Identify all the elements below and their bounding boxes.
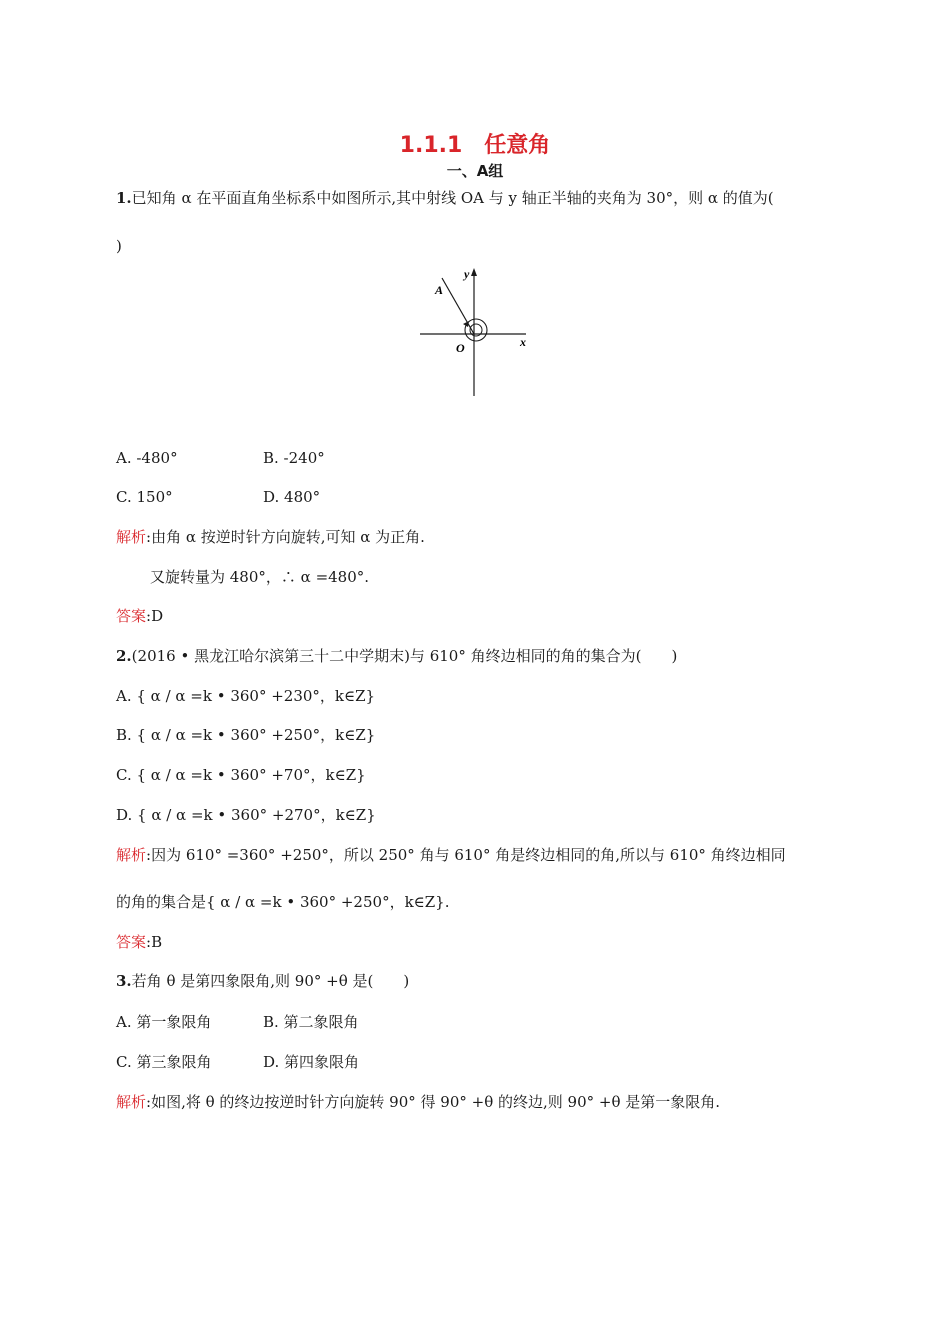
option-a: A. -480° xyxy=(116,449,178,467)
question-1-options-row-2 xyxy=(116,487,321,507)
option-c: C. 第三象限角 xyxy=(116,1053,212,1071)
question-text: 若角 θ 是第四象限角,则 90° +θ 是( ) xyxy=(131,972,410,990)
analysis-label: 解析 xyxy=(116,528,147,546)
question-2-analysis-2: 的角的集合是{ α / α =k • 360° +250°，k∈Z}. xyxy=(116,893,450,911)
option-b: B. 第二象限角 xyxy=(263,1013,359,1031)
question-3-options-row-1 xyxy=(116,1012,359,1032)
label-x: x xyxy=(520,335,526,349)
label-y: y xyxy=(464,267,470,281)
question-2-option-a: A. { α / α =k • 360° +230°，k∈Z} xyxy=(116,687,376,705)
question-2-option-d: D. { α / α =k • 360° +270°，k∈Z} xyxy=(116,806,376,824)
y-axis-arrow-icon xyxy=(471,268,477,276)
option-b: B. -240° xyxy=(263,449,325,467)
option-d: D. 第四象限角 xyxy=(263,1053,360,1071)
question-1-stem-end: ) xyxy=(116,237,122,255)
question-number: 3. xyxy=(116,972,132,990)
ray-oa xyxy=(442,278,474,334)
answer-label: 答案 xyxy=(116,607,147,625)
question-number: 1. xyxy=(116,189,132,207)
question-1-answer: 答案:D xyxy=(116,607,164,625)
section-heading: 一、A组 xyxy=(446,162,504,180)
question-1-stem xyxy=(116,188,774,208)
question-text: (2016 • 黑龙江哈尔滨第三十二中学期末)与 610° 角终边相同的角的集合为( ) xyxy=(131,647,678,665)
question-number: 2. xyxy=(116,647,132,665)
question-3-stem xyxy=(116,971,409,991)
question-2-option-c: C. { α / α =k • 360° +70°，k∈Z} xyxy=(116,766,366,784)
question-3-analysis: 解析:如图,将 θ 的终边按逆时针方向旋转 90° 得 90° +θ 的终边,则 90° +θ 是第一象限角. xyxy=(116,1093,721,1111)
question-2-option-b: B. { α / α =k • 360° +250°，k∈Z} xyxy=(116,726,376,744)
question-3-options-row-2 xyxy=(116,1052,360,1072)
question-2-stem xyxy=(116,646,677,666)
label-a: A xyxy=(435,283,444,297)
analysis-label: 解析 xyxy=(116,846,147,864)
question-2-analysis: 解析:因为 610° =360° +250°，所以 250° 角与 610° 角是终边相同的角,所以与 610° 角终边相同 xyxy=(116,846,786,864)
label-o: O xyxy=(456,341,465,355)
option-d: D. 480° xyxy=(263,488,321,506)
question-2-answer: 答案:B xyxy=(116,933,163,951)
option-c: C. 150° xyxy=(116,488,173,506)
answer-label: 答案 xyxy=(116,933,147,951)
angle-figure xyxy=(418,266,534,398)
question-1-analysis-2: 又旋转量为 480°，∴ α =480°. xyxy=(150,568,370,586)
question-1-options-row-1 xyxy=(116,448,325,468)
analysis-label: 解析 xyxy=(116,1093,147,1111)
option-a: A. 第一象限角 xyxy=(116,1013,212,1031)
question-1-analysis: 解析:由角 α 按逆时针方向旋转,可知 α 为正角. xyxy=(116,528,425,546)
page-title: 1.1.1 任意角 xyxy=(399,133,551,158)
question-text: 已知角 α 在平面直角坐标系中如图所示,其中射线 OA 与 y 轴正半轴的夹角为 30°，则 α 的值为( xyxy=(131,189,774,207)
